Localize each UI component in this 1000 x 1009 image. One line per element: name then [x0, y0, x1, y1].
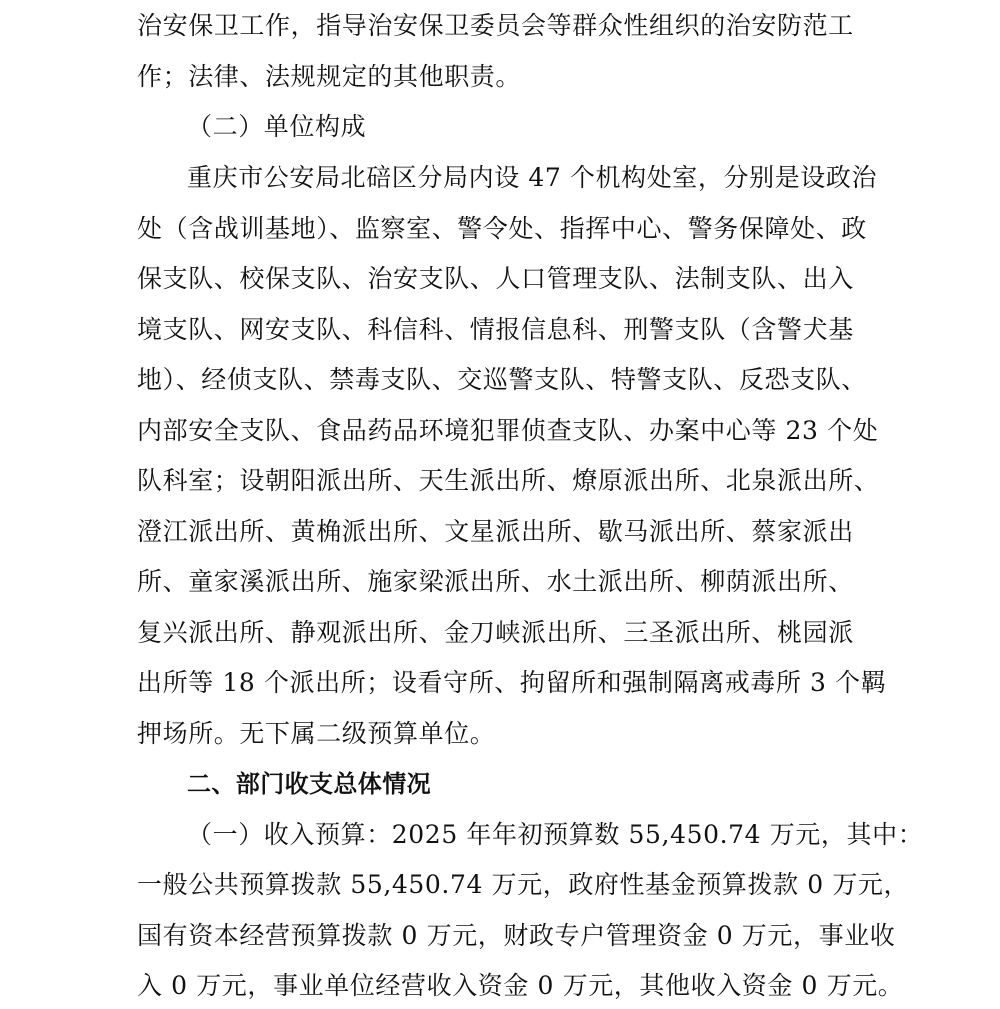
body-text-line: 保支队、校保支队、治安支队、人口管理支队、法制支队、出入: [137, 264, 854, 293]
body-text-line: 出所等 18 个派出所；设看守所、拘留所和强制隔离戒毒所 3 个羁: [137, 668, 887, 697]
body-text-line: 一般公共预算拨款 55,450.74 万元，政府性基金预算拨款 0 万元，: [137, 870, 910, 899]
body-text-line: 作；法律、法规规定的其他职责。: [137, 62, 522, 91]
body-text-line: 押场所。无下属二级预算单位。: [137, 719, 496, 748]
body-text-line: 所、童家溪派出所、施家梁派出所、水土派出所、柳荫派出所、: [137, 567, 854, 596]
body-text-line: 复兴派出所、静观派出所、金刀峡派出所、三圣派出所、桃园派: [137, 618, 854, 647]
body-text-line: 治安保卫工作，指导治安保卫委员会等群众性组织的治安防范工: [137, 11, 854, 40]
body-text-line: 入 0 万元，事业单位经营收入资金 0 万元，其他收入资金 0 万元。: [137, 971, 904, 1000]
body-text-line: 国有资本经营预算拨款 0 万元，财政专户管理资金 0 万元，事业收: [137, 921, 896, 950]
body-text-line: 澄江派出所、黄桷派出所、文星派出所、歇马派出所、蔡家派出: [137, 517, 854, 546]
body-text-line: 内部安全支队、食品药品环境犯罪侦查支队、办案中心等 23 个处: [137, 416, 879, 445]
body-text-line: 队科室；设朝阳派出所、天生派出所、燎原派出所、北泉派出所、: [137, 466, 880, 495]
body-text-line: 地）、经侦支队、禁毒支队、交巡警支队、特警支队、反恐支队、: [137, 365, 867, 394]
body-text-line: 境支队、网安支队、科信科、情报信息科、刑警支队（含警犬基: [137, 315, 854, 344]
subsection-heading: （二）单位构成: [187, 112, 367, 141]
body-text-line: 重庆市公安局北碚区分局内设 47 个机构处室，分别是设政治: [187, 163, 878, 192]
section-heading: 二、部门收支总体情况: [187, 770, 431, 798]
body-text-line: 处（含战训基地）、监察室、警令处、指挥中心、警务保障处、政: [137, 214, 867, 243]
body-text-line: （一）收入预算：2025 年年初预算数 55,450.74 万元，其中：: [187, 820, 924, 849]
